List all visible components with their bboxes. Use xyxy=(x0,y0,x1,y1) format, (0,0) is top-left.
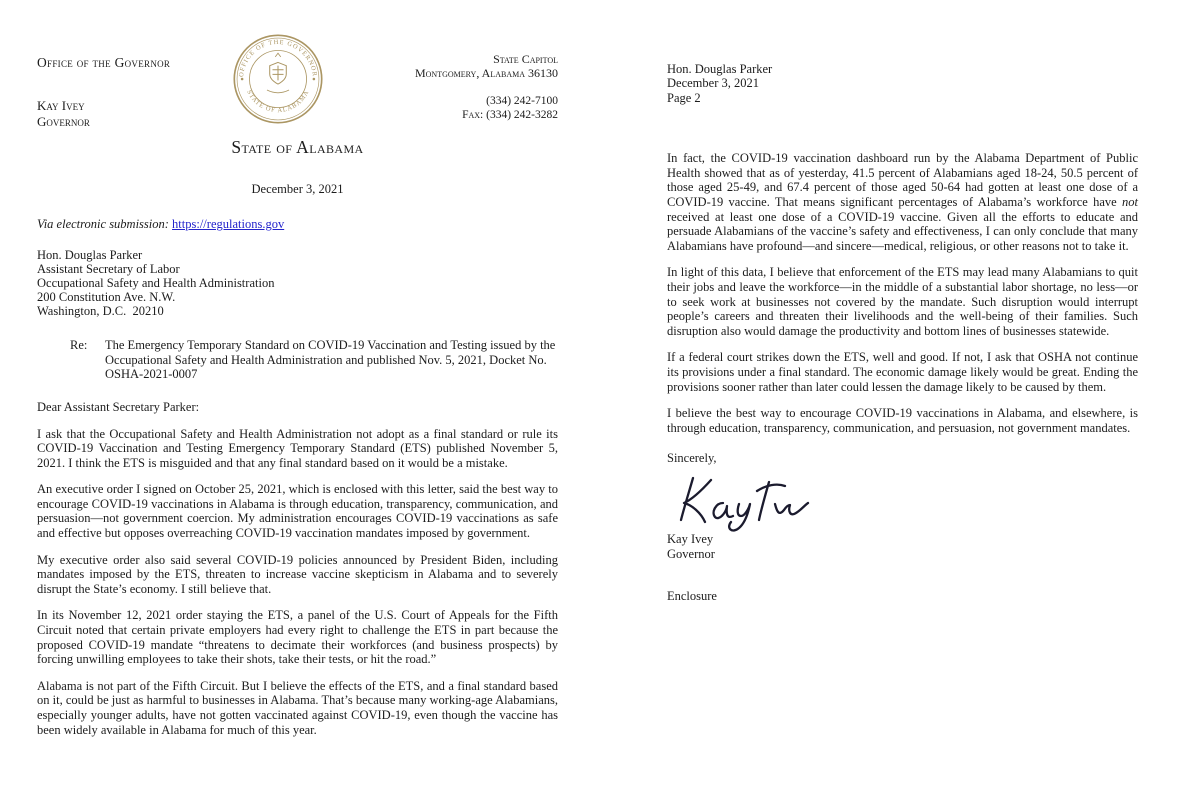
body-paragraph: An executive order I signed on October 25, 2021, which is enclosed with this letter, said the best way to encourage COVID-19 vaccinations in Alabama is through education, transparency, communication, and persuasion—not government coercion. My administration encourages COVID-19 vaccinations as safe and effective but opposes overreaching COVID-19 vaccination mandates imposed by government. xyxy=(37,482,558,541)
seal-ring-top-text: OFFICE OF THE GOVERNOR xyxy=(237,38,318,78)
salutation: Dear Assistant Secretary Parker: xyxy=(37,399,200,414)
page2-header-page-number: Page 2 xyxy=(667,90,701,105)
letterhead xyxy=(37,33,558,127)
page2-header-block xyxy=(667,62,1138,105)
fax-number: Fax: (334) 242-3282 xyxy=(462,108,558,121)
office-of-the-governor-label: Office of the Governor xyxy=(37,55,171,70)
closing-sincerely: Sincerely, xyxy=(667,451,717,466)
capitol-address-line1: State Capitol xyxy=(493,52,558,66)
page2-header-recipient: Hon. Douglas Parker xyxy=(667,62,773,76)
signer-title: Governor xyxy=(667,546,715,561)
recipient-line: 200 Constitution Ave. N.W. xyxy=(37,290,176,304)
body-paragraph: My executive order also said several COVID-19 policies announced by President Biden, including mandates imposed by the ETS, threaten to increase vaccine skepticism in Alabama and to severely disrupt the State’s economy. I still believe that. xyxy=(37,552,558,596)
seal-crest-icon xyxy=(266,53,288,93)
paragraph-text: received at least one dose of a COVID-19 vaccine. Given all the efforts to educate and persuade Alabamians of the vaccine’s safety and effectiveness, I can only conclude that many Alabamians have profound—and sincere—medical, religious, or other reasons not to take it. xyxy=(667,209,1138,253)
page2-header-date: December 3, 2021 xyxy=(667,76,759,91)
phone-number: (334) 242-7100 xyxy=(486,95,558,107)
phone-block xyxy=(373,95,558,122)
submission-method-label: Via electronic submission: xyxy=(37,217,169,231)
recipient-line: Washington, D.C. 20210 xyxy=(37,304,164,318)
page2-body xyxy=(667,151,1138,604)
capitol-address-line2: Montgomery, Alabama 36130 xyxy=(414,65,558,80)
signer-name: Kay Ivey xyxy=(667,532,714,547)
letter-page-2 xyxy=(667,62,1138,604)
re-label: Re: xyxy=(70,338,88,352)
letter-date: December 3, 2021 xyxy=(251,182,344,196)
re-subject-text: The Emergency Temporary Standard on COVID-19 Vaccination and Testing issued by the Occupational Safety and Health Administration and published Nov. 5, 2021, Docket No. OSHA-2021-0007 xyxy=(105,338,556,381)
paragraph-text: In fact, the COVID-19 vaccination dashboard run by the Alabama Department of Public Health showed that as of yesterday, 41.5 percent of Alabamians aged 18-24, 50.5 percent of those aged 25-49, and 67.4 percent of those aged 50-64 had gotten at least one dose of a COVID-19 vaccine. That means significant percentages of Alabama’s workforce have xyxy=(667,151,1138,209)
state-seal-icon xyxy=(232,33,324,125)
letterhead-left xyxy=(37,33,222,127)
handwritten-signature xyxy=(671,470,1138,532)
recipient-line: Occupational Safety and Health Administration xyxy=(37,276,275,290)
emphasized-word: not xyxy=(1122,195,1138,209)
governor-title-label: Governor xyxy=(37,114,90,129)
re-subject-block xyxy=(37,338,558,382)
signature-icon xyxy=(671,470,821,532)
recipient-line: Assistant Secretary of Labor xyxy=(37,262,180,276)
letter-page-1 xyxy=(37,33,558,737)
body-paragraph: I ask that the Occupational Safety and Health Administration not adopt as a final standard or rule its COVID-19 Vaccination and Testing Emergency Temporary Standard (ETS) published November 5, 2021. I think the ETS is misguided and that any final standard based on it would be a mistake. xyxy=(37,426,558,470)
body-paragraph: I believe the best way to encourage COVID-19 vaccinations in Alabama, and elsewhere, is through education, transparency, communication, and persuasion, not government mandates. xyxy=(667,406,1138,435)
signer-block xyxy=(667,532,1138,561)
enclosure-note: Enclosure xyxy=(667,589,717,604)
recipient-address-block xyxy=(37,248,558,318)
letterhead-right xyxy=(373,33,558,127)
governor-name-label: Kay Ivey xyxy=(37,98,85,113)
body-paragraph xyxy=(667,151,1138,253)
body-paragraph: Alabama is not part of the Fifth Circuit. But I believe the effects of the ETS, and a final standard based on it, could be just as harmful to businesses in Alabama. That’s because many working-age Alabamians, especially younger adults, have not gotten vaccinated against COVID-19, even though the vaccine has been widely available in Alabama for much of this year. xyxy=(37,678,558,737)
seal-ring-bottom-text: STATE OF ALABAMA xyxy=(244,89,311,115)
body-paragraph: If a federal court strikes down the ETS, well and good. If not, I ask that OSHA not continue its provisions under a final standard. The economic damage likely would be great. Ending the provisions sooner rather than later could lessen the damage likely to be caused by them. xyxy=(667,350,1138,394)
body-paragraph: In its November 12, 2021 order staying the ETS, a panel of the U.S. Court of Appeals for the Fifth Circuit noted that certain private employers had every right to challenge the ETS in part because the proposed COVID-19 mandate “threatens to decimate their workforces (and business prospects) by forcing unwilling employees to take their shots, take their tests, or hit the road.” xyxy=(37,608,558,667)
state-of-alabama-title: State of Alabama xyxy=(231,137,364,157)
submission-line xyxy=(37,217,558,232)
regulations-gov-link[interactable]: https://regulations.gov xyxy=(172,217,285,231)
recipient-line: Hon. Douglas Parker xyxy=(37,248,143,262)
body-paragraph: In light of this data, I believe that enforcement of the ETS may lead many Alabamians to quit their jobs and leave the workforce—in the middle of a substantial labor shortage, no less—or to seek work at businesses not covered by the mandate. Such disruption would interrupt people’s careers and threaten their livelihoods and the well-being of their families. Such disruption also would damage the productivity and bottom lines of businesses statewide. xyxy=(667,265,1138,338)
